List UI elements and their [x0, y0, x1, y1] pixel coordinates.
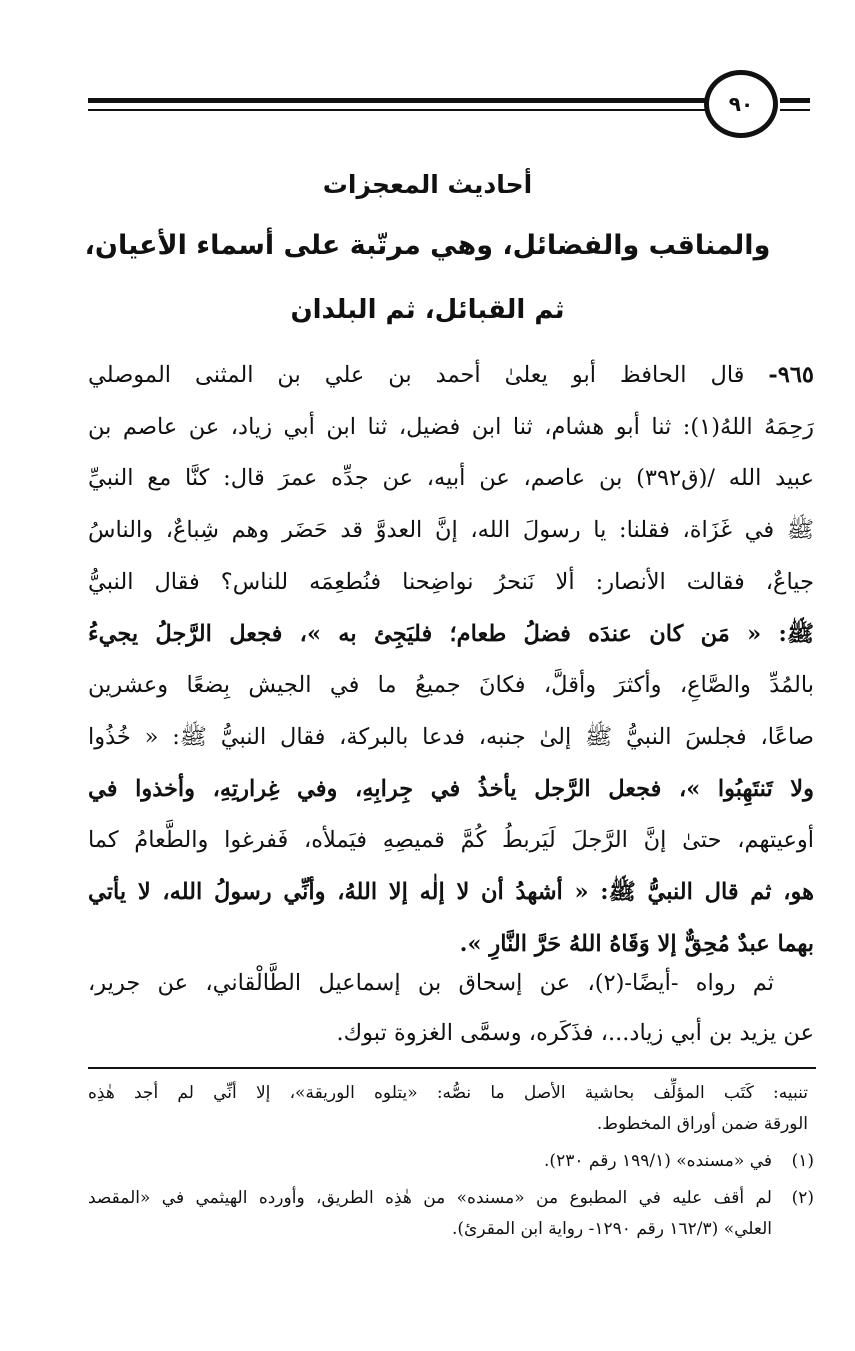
hadith-line: ولا تَنتَهِبُوا »، فجعل الرَّجل يأخذُ في جِرابِهِ، وفي غِرارتِهِ، وأخذوا في: [88, 775, 814, 802]
header-rule-right: [780, 98, 810, 103]
footnote-marker: (١): [791, 1151, 814, 1171]
hadith-line: بهما عبدٌ مُحِقٌّ إلا وَقَاهُ اللهُ حَرَّ النَّارِ ».: [459, 930, 814, 957]
footnote-1: [88, 1146, 814, 1177]
note-line: تنبيه: كَتَب المؤلِّف بحاشية الأصل ما نصُّه: «يتلوه الوريقة»، إلا أنِّي لم أجد هٰذِه: [88, 1083, 808, 1103]
paragraph-line: عن يزيد بن أبي زياد...، فذَكَره، وسمَّى الغزوة تبوك.: [336, 1020, 814, 1046]
footnote-note: [88, 1078, 814, 1140]
hadith-line: جياعٌ، فقالت الأنصار: ألا نَنحرُ نواضِحنا فنُطعِمَه للناس؟ فقال النبيُّ: [88, 568, 814, 595]
hadith-line: عبيد الله /(ق٣٩٢) بن عاصم، عن أبيه، عن جدِّه عمرَ قال: كنَّا مع النبيِّ: [88, 465, 814, 492]
footnote-line: لم أقف عليه في المطبوع من «مسنده» من هٰذِه الطريق، وأورده الهيثمي في «المقصد: [88, 1188, 772, 1208]
footnote-line: العلي» (١٦٢/٣ رقم ١٢٩٠- رواية ابن المقرئ).: [451, 1219, 772, 1239]
paragraph-line: ثم رواه -أيضًا-(٢)، عن إسحاق بن إسماعيل الطَّالْقاني، عن جرير،: [88, 970, 774, 996]
hadith-line: [88, 350, 814, 402]
hadith-line: ﷺ في غَزَاة، فقلنا: يا رسولَ الله، إنَّ العدوَّ قد حَضَر وهم شِباعٌ، والناسُ: [88, 517, 814, 544]
footnote-line: في «مسنده» (١٩٩/١ رقم ٢٣٠).: [544, 1151, 772, 1171]
footnote-body: [88, 1146, 772, 1177]
hadith-line: بالمُدِّ والصَّاعِ، وأكثرَ وأقلَّ، فكانَ جميعُ ما في الجيش بِضعًا وعشرين: [88, 672, 814, 699]
chapter-title-line-1: أحاديث المعجزات: [322, 170, 533, 199]
chapter-title-line-3: ثم القبائل، ثم البلدان: [290, 295, 565, 325]
footnote-2: [88, 1183, 814, 1245]
page-number: ٩٠: [704, 70, 778, 138]
hadith-number: ٩٦٥-: [768, 362, 814, 388]
footnotes: [88, 1078, 814, 1245]
hadith-line: أوعيتهم، حتىٰ إنَّ الرَّجلَ لَيَربطُ كُمَّ قميصِهِ فيَملأه، فَفرغوا والطَّعامُ كما: [88, 827, 814, 854]
header-rule-right-thin: [780, 109, 810, 111]
paragraph-2: [88, 958, 814, 1058]
footnote-marker: (٢): [791, 1188, 814, 1208]
hadith-line: صاعًا، فجلسَ النبيُّ ﷺ إلىٰ جنبه، فدعا بالبركة، فقال النبيُّ ﷺ: « خُذُوا: [88, 723, 814, 750]
footnote-divider: [88, 1067, 816, 1069]
header-rule-left: [88, 98, 706, 103]
hadith-body: [88, 350, 814, 970]
hadith-line: هو، ثم قال النبيُّ ﷺ: « أشهدُ أن لا إلٰه إلا اللهُ، وأنِّي رسولُ الله، لا يأتي: [88, 879, 814, 906]
note-line: الورقة ضمن أوراق المخطوط.: [596, 1114, 808, 1134]
chapter-title-line-2: والمناقب والفضائل، وهي مرتّبة على أسماء الأعيان،: [84, 230, 771, 261]
hadith-line: رَحِمَهُ اللهُ(١): ثنا أبو هشام، ثنا ابن فضيل، ثنا ابن أبي زياد، عن عاصم بن: [88, 413, 814, 440]
footnote-body: [88, 1183, 772, 1245]
header-rule-left-thin: [88, 109, 706, 111]
hadith-line: ﷺ: « مَن كان عندَه فضلُ طعام؛ فليَجِئ به »، فجعل الرَّجلُ يجيءُ: [88, 620, 814, 647]
hadith-line-text: قال الحافظ أبو يعلىٰ أحمد بن علي بن المثنى الموصلي: [88, 362, 745, 388]
